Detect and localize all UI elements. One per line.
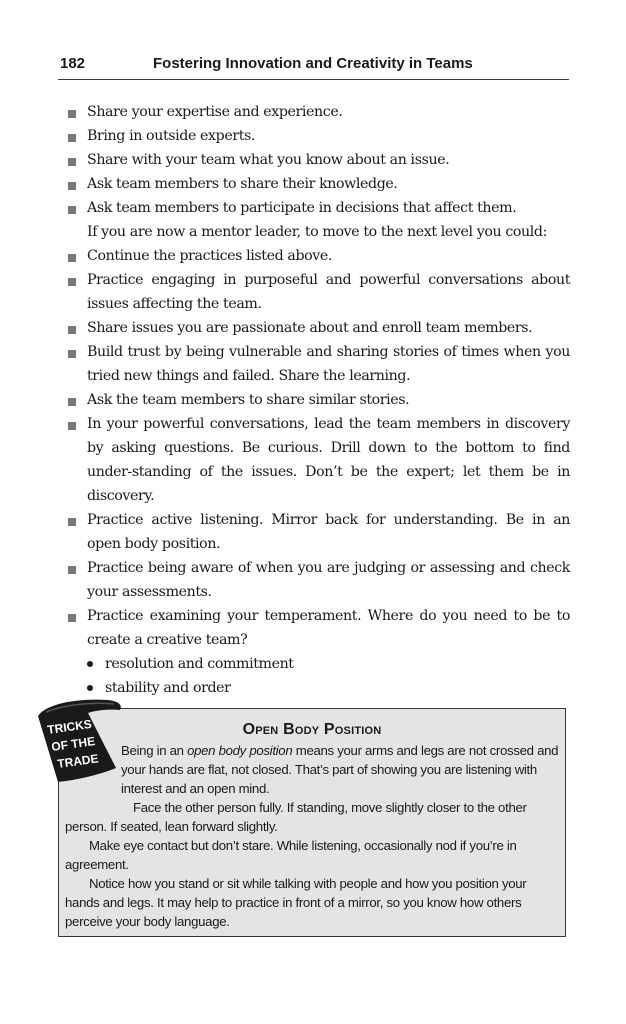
sidebar-text: [65, 741, 559, 931]
sub-list-item: stability and order: [66, 676, 570, 700]
list-item: Share your expertise and experience.: [66, 100, 570, 124]
list-item: Ask team members to participate in decisions that affect them.: [66, 196, 570, 220]
list-item: Bring in outside experts.: [66, 124, 570, 148]
sidebar-title: Open Body Position: [242, 721, 382, 738]
list-item: Practice active listening. Mirror back for understanding. Be in an open body position.: [66, 508, 570, 556]
list-item: Practice engaging in purposeful and powerful conversations about issues affecting the team.: [66, 268, 570, 316]
list-item: Practice examining your temperament. Where do you need to be to create a creative team?: [66, 604, 570, 652]
body-text: [66, 100, 570, 700]
sub-list-item: resolution and commitment: [66, 652, 570, 676]
list-item: Share with your team what you know about an issue.: [66, 148, 570, 172]
running-header: [58, 52, 569, 80]
list-item: Ask team members to share their knowledge.: [66, 172, 570, 196]
bullet-list-basic: [66, 100, 570, 220]
list-item: Share issues you are passionate about and enroll team members.: [66, 316, 570, 340]
list-item: Ask the team members to share similar stories.: [66, 388, 570, 412]
sidebar-paragraph: Make eye contact but don’t stare. While listening, occasionally nod if you’re in agreement.: [65, 838, 517, 872]
list-item: Practice being aware of when you are judging or assessing and check your assessments.: [66, 556, 570, 604]
logo-text: OF THE: [50, 733, 96, 754]
sidebar-paragraph: Being in an open body position means your arms and legs are not crossed and your hands are flat, not closed. That’s part of showing you are listening with interest and an open mind.: [121, 743, 559, 796]
sub-bullet-list: [66, 652, 570, 700]
tricks-sidebar: [58, 708, 566, 937]
sidebar-paragraph: Notice how you stand or sit while talking with people and how you position your hands and legs. It may help to practice in front of a mirror, so you know how others perceive your body language.: [65, 876, 527, 929]
logo-text: TRADE: [56, 751, 100, 771]
list-item: Continue the practices listed above.: [66, 244, 570, 268]
emphasis-term: open body position: [187, 743, 293, 758]
list-item: In your powerful conversations, lead the team members in discovery by asking questions. Be curious. Drill down to the bottom to find under-standing of the issues. Don’t be the expert; let them be in discovery.: [66, 412, 570, 508]
page-number: 182: [60, 55, 86, 72]
bullet-list-mentor: [66, 244, 570, 652]
running-title: Fostering Innovation and Creativity in Teams: [153, 55, 473, 72]
logo-text: TRICKS: [46, 716, 93, 737]
tricks-of-the-trade-hat-icon: [36, 696, 124, 786]
lead-in-paragraph: If you are now a mentor leader, to move to the next level you could:: [87, 224, 547, 240]
sidebar-paragraph: Face the other person fully. If standing, move slightly closer to the other person. If seated, lean forward slightly.: [65, 800, 527, 834]
list-item: Build trust by being vulnerable and sharing stories of times when you tried new things and failed. Share the learning.: [66, 340, 570, 388]
